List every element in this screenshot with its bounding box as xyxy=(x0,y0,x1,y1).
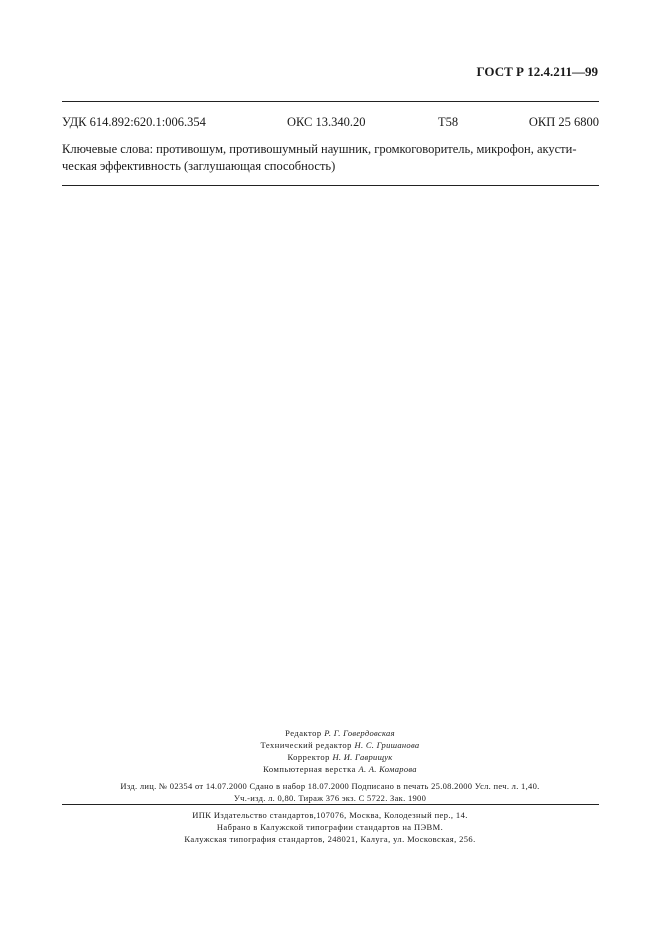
imprint-line: Изд. лиц. № 02354 от 14.07.2000 Сдано в набор 18.07.2000 Подписано в печать 25.08.2000 Усл. печ. л. 1,40. xyxy=(120,781,540,791)
staff-tech-editor xyxy=(150,740,530,750)
top-divider xyxy=(62,101,599,102)
publisher-line: Набрано в Калужской типографии стандартов на ПЭВМ. xyxy=(216,822,444,832)
document-code: ГОСТ Р 12.4.211—99 xyxy=(476,64,598,79)
keywords-block xyxy=(62,141,599,175)
imprint-line: Уч.-изд. л. 0,80. Тираж 376 экз. С 5722. Зак. 1900 xyxy=(233,793,427,803)
staff-name: Н. И. Гаврищук xyxy=(332,752,393,762)
keywords-line: ческая эффективность (заглушающая способность) xyxy=(62,159,336,173)
keywords-divider xyxy=(62,185,599,186)
staff-role: Компьютерная верстка xyxy=(263,764,356,774)
publisher-line: Калужская типография стандартов, 248021, Калуга, ул. Московская, 256. xyxy=(184,834,476,844)
udk-code: УДК 614.892:620.1:006.354 xyxy=(62,115,206,129)
keywords-line: Ключевые слова: противошум, противошумный наушник, громкоговоритель, микрофон, акусти- xyxy=(62,142,577,156)
staff-name: А. А. Комарова xyxy=(358,764,417,774)
staff-layout xyxy=(150,764,530,774)
staff-role: Технический редактор xyxy=(260,740,352,750)
staff-corrector xyxy=(150,752,530,762)
staff-role: Редактор xyxy=(285,728,322,738)
staff-role: Корректор xyxy=(287,752,330,762)
oks-code: ОКС 13.340.20 xyxy=(287,115,366,129)
staff-name: Р. Г. Говердовская xyxy=(324,728,395,738)
publisher-line: ИПК Издательство стандартов,107076, Москва, Колодезный пер., 14. xyxy=(192,810,468,820)
t-code: Т58 xyxy=(438,115,459,129)
staff-name: Н. С. Гришанова xyxy=(354,740,420,750)
imprint-divider xyxy=(62,804,599,805)
okp-code: ОКП 25 6800 xyxy=(528,115,599,129)
staff-editor xyxy=(150,728,530,738)
